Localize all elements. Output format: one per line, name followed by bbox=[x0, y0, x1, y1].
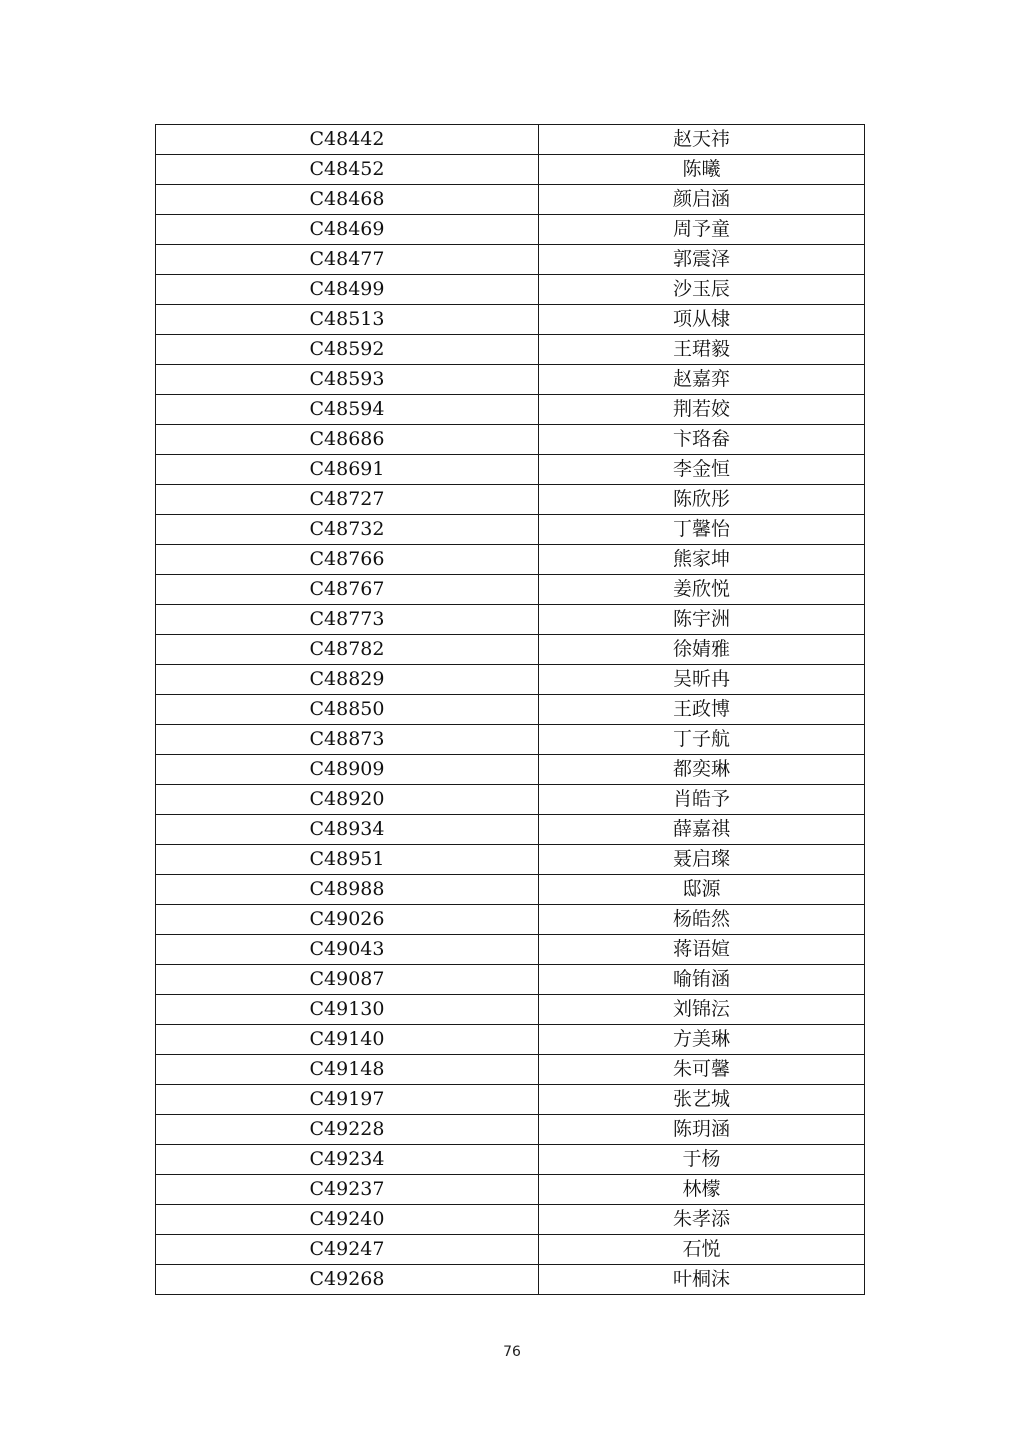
table-row bbox=[156, 695, 865, 725]
student-name-cell: 赵嘉弈 bbox=[539, 365, 865, 395]
student-id-cell: C49268 bbox=[156, 1265, 539, 1295]
table-row bbox=[156, 1055, 865, 1085]
student-name-cell: 聂启璨 bbox=[539, 845, 865, 875]
student-name-cell: 沙玉辰 bbox=[539, 275, 865, 305]
table-row bbox=[156, 1115, 865, 1145]
student-name-cell: 姜欣悦 bbox=[539, 575, 865, 605]
student-id-cell: C48920 bbox=[156, 785, 539, 815]
student-id-cell: C49197 bbox=[156, 1085, 539, 1115]
student-id-cell: C48594 bbox=[156, 395, 539, 425]
table-row bbox=[156, 215, 865, 245]
student-name-cell: 熊家坤 bbox=[539, 545, 865, 575]
student-name-cell: 周予童 bbox=[539, 215, 865, 245]
student-name-cell: 石悦 bbox=[539, 1235, 865, 1265]
student-name-cell: 都奕琳 bbox=[539, 755, 865, 785]
student-id-cell: C48727 bbox=[156, 485, 539, 515]
student-id-cell: C48469 bbox=[156, 215, 539, 245]
student-id-cell: C48829 bbox=[156, 665, 539, 695]
student-name-cell: 刘锦沄 bbox=[539, 995, 865, 1025]
student-id-cell: C48468 bbox=[156, 185, 539, 215]
table-row bbox=[156, 1145, 865, 1175]
student-id-cell: C48873 bbox=[156, 725, 539, 755]
table-row bbox=[156, 1235, 865, 1265]
student-id-cell: C48951 bbox=[156, 845, 539, 875]
student-id-cell: C48934 bbox=[156, 815, 539, 845]
table-row bbox=[156, 335, 865, 365]
table-row bbox=[156, 875, 865, 905]
student-name-cell: 陈玥涵 bbox=[539, 1115, 865, 1145]
table-row bbox=[156, 1265, 865, 1295]
student-id-cell: C49234 bbox=[156, 1145, 539, 1175]
table-row bbox=[156, 425, 865, 455]
student-name-cell: 荆若姣 bbox=[539, 395, 865, 425]
student-id-cell: C49026 bbox=[156, 905, 539, 935]
table-row bbox=[156, 305, 865, 335]
table-row bbox=[156, 905, 865, 935]
student-id-cell: C49140 bbox=[156, 1025, 539, 1055]
table-row bbox=[156, 275, 865, 305]
student-id-cell: C48909 bbox=[156, 755, 539, 785]
student-id-cell: C49043 bbox=[156, 935, 539, 965]
student-name-cell: 陈欣彤 bbox=[539, 485, 865, 515]
student-id-cell: C48513 bbox=[156, 305, 539, 335]
student-id-cell: C49087 bbox=[156, 965, 539, 995]
student-name-cell: 叶桐沫 bbox=[539, 1265, 865, 1295]
table-row bbox=[156, 125, 865, 155]
table-row bbox=[156, 995, 865, 1025]
roster-table-body bbox=[156, 125, 865, 1295]
table-row bbox=[156, 245, 865, 275]
student-id-cell: C48499 bbox=[156, 275, 539, 305]
student-id-cell: C48452 bbox=[156, 155, 539, 185]
student-name-cell: 王政博 bbox=[539, 695, 865, 725]
student-name-cell: 喻铕涵 bbox=[539, 965, 865, 995]
student-id-cell: C49130 bbox=[156, 995, 539, 1025]
student-name-cell: 陈曦 bbox=[539, 155, 865, 185]
table-row bbox=[156, 1175, 865, 1205]
student-id-cell: C49228 bbox=[156, 1115, 539, 1145]
student-id-cell: C48850 bbox=[156, 695, 539, 725]
student-name-cell: 吴昕冉 bbox=[539, 665, 865, 695]
student-id-cell: C48686 bbox=[156, 425, 539, 455]
student-id-cell: C48477 bbox=[156, 245, 539, 275]
student-name-cell: 陈宇洲 bbox=[539, 605, 865, 635]
table-row bbox=[156, 155, 865, 185]
table-row bbox=[156, 725, 865, 755]
student-name-cell: 邸源 bbox=[539, 875, 865, 905]
student-name-cell: 杨皓然 bbox=[539, 905, 865, 935]
page-number: 76 bbox=[503, 1344, 521, 1360]
table-row bbox=[156, 755, 865, 785]
student-id-cell: C48766 bbox=[156, 545, 539, 575]
table-row bbox=[156, 815, 865, 845]
table-row bbox=[156, 965, 865, 995]
student-name-cell: 朱可馨 bbox=[539, 1055, 865, 1085]
table-row bbox=[156, 635, 865, 665]
student-id-cell: C48988 bbox=[156, 875, 539, 905]
student-id-cell: C48691 bbox=[156, 455, 539, 485]
student-name-cell: 赵天祎 bbox=[539, 125, 865, 155]
student-name-cell: 朱孝添 bbox=[539, 1205, 865, 1235]
student-id-cell: C48782 bbox=[156, 635, 539, 665]
student-id-cell: C49237 bbox=[156, 1175, 539, 1205]
student-name-cell: 郭震泽 bbox=[539, 245, 865, 275]
student-id-cell: C49240 bbox=[156, 1205, 539, 1235]
student-id-cell: C48442 bbox=[156, 125, 539, 155]
student-name-cell: 丁子航 bbox=[539, 725, 865, 755]
table-row bbox=[156, 845, 865, 875]
table-row bbox=[156, 1025, 865, 1055]
student-id-cell: C48592 bbox=[156, 335, 539, 365]
student-id-cell: C49148 bbox=[156, 1055, 539, 1085]
student-id-cell: C48593 bbox=[156, 365, 539, 395]
student-name-cell: 项从棣 bbox=[539, 305, 865, 335]
table-row bbox=[156, 1085, 865, 1115]
student-name-cell: 卞珞畚 bbox=[539, 425, 865, 455]
student-id-cell: C48732 bbox=[156, 515, 539, 545]
student-name-cell: 蒋语媗 bbox=[539, 935, 865, 965]
student-name-cell: 张艺城 bbox=[539, 1085, 865, 1115]
student-name-cell: 丁馨怡 bbox=[539, 515, 865, 545]
student-name-cell: 王珺毅 bbox=[539, 335, 865, 365]
student-name-cell: 李金恒 bbox=[539, 455, 865, 485]
table-row bbox=[156, 605, 865, 635]
student-name-cell: 徐婧雅 bbox=[539, 635, 865, 665]
roster-table bbox=[155, 124, 865, 1295]
student-name-cell: 林檬 bbox=[539, 1175, 865, 1205]
table-row bbox=[156, 485, 865, 515]
table-row bbox=[156, 365, 865, 395]
table-row bbox=[156, 665, 865, 695]
student-name-cell: 于杨 bbox=[539, 1145, 865, 1175]
table-row bbox=[156, 515, 865, 545]
table-row bbox=[156, 395, 865, 425]
student-id-cell: C48767 bbox=[156, 575, 539, 605]
table-row bbox=[156, 1205, 865, 1235]
student-id-cell: C49247 bbox=[156, 1235, 539, 1265]
table-row bbox=[156, 575, 865, 605]
student-name-cell: 薛嘉祺 bbox=[539, 815, 865, 845]
student-name-cell: 肖皓予 bbox=[539, 785, 865, 815]
table-row bbox=[156, 545, 865, 575]
table-row bbox=[156, 935, 865, 965]
student-id-cell: C48773 bbox=[156, 605, 539, 635]
student-name-cell: 颜启涵 bbox=[539, 185, 865, 215]
table-row bbox=[156, 785, 865, 815]
table-row bbox=[156, 185, 865, 215]
table-row bbox=[156, 455, 865, 485]
student-name-cell: 方美琳 bbox=[539, 1025, 865, 1055]
